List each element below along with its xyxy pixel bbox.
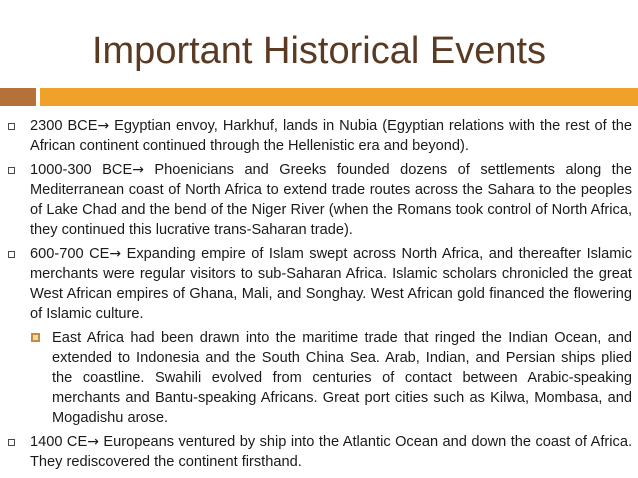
item-text: Europeans ventured by ship into the Atlantic Ocean and down the coast of Africa. They rediscovered the continent firsthand. [30, 434, 632, 470]
bullet-item-2300-bce [0, 116, 638, 156]
item-date: 1000-300 BCE [30, 162, 133, 178]
accent-bar-right [40, 88, 638, 106]
bullet-item-600-700-ce [0, 244, 638, 324]
sub-item-text: East Africa had been drawn into the maritime trade that ringed the Indian Ocean, and extended to Indonesia and the South China Sea. Arab, Indian, and Persian ships plied the coastline. Swahili evolved from centuries of contact between Arabic-speaking merchants and Bantu-speaking Africans. Great port cities such as Kilwa, Mombasa, and Mogadishu arose. [52, 330, 632, 426]
square-bullet-icon [8, 439, 15, 446]
accent-bar-left [0, 88, 36, 106]
bullet-item-1000-300-bce [0, 160, 638, 240]
bullet-list [0, 116, 638, 476]
square-bullet-icon [8, 123, 15, 130]
square-bullet-icon [8, 167, 15, 174]
right-arrow-icon: → [109, 246, 122, 262]
square-bullet-icon [8, 251, 15, 258]
item-text: Expanding empire of Islam swept across North Africa, and thereafter Islamic merchants were regular visitors to sub-Saharan Africa. Islamic scholars chronicled the great West African empires of Ghana, Mali, and Songhay. West African gold financed the flowering of Islamic culture. [30, 246, 632, 322]
item-date: 600-700 CE [30, 246, 110, 262]
bullet-item-1400-ce [0, 432, 638, 472]
right-arrow-icon: → [132, 162, 144, 178]
right-arrow-icon: → [87, 434, 99, 450]
item-text: Phoenicians and Greeks founded dozens of settlements along the Mediterranean coast of North Africa to extend trade routes across the Sahara to the peoples of Lake Chad and the bend of the Niger River (when the Romans took control of North Africa, they continued this lucrative trans-Saharan trade). [30, 162, 632, 238]
right-arrow-icon: → [97, 118, 110, 134]
filled-square-bullet-icon [31, 333, 40, 342]
slide-title: Important Historical Events [91, 30, 547, 72]
sub-bullet-item-east-africa [0, 328, 638, 428]
item-date: 1400 CE [30, 434, 88, 450]
item-text: Egyptian envoy, Harkhuf, lands in Nubia (Egyptian relations with the rest of the African continent continued through the Hellenistic era and beyond). [30, 118, 632, 154]
item-date: 2300 BCE [30, 118, 98, 134]
